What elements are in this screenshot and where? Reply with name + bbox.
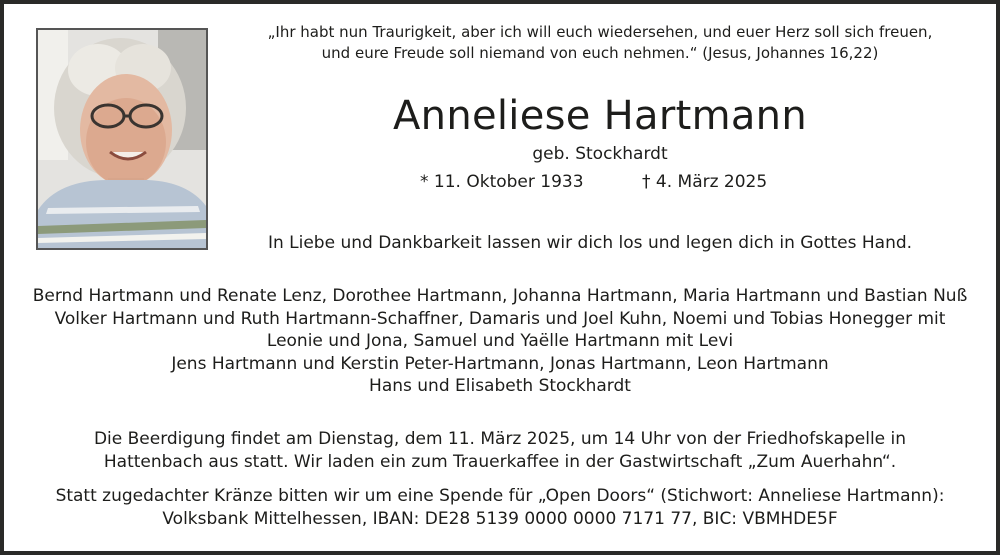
mourners-line: Jens Hartmann und Kerstin Peter-Hartmann, Jonas Hartmann, Leon Hartmann	[171, 353, 829, 374]
funeral-line: Hattenbach aus statt. Wir laden ein zum Trauerkaffee in der Gastwirtschaft „Zum Auerhahn“.	[103, 451, 897, 472]
life-dates	[420, 171, 780, 195]
donation-info	[20, 485, 980, 530]
bank-details: Volksbank Mittelhessen, IBAN: DE28 5139 0000 0000 7171 77, BIC: VBMHDE5F	[162, 508, 838, 529]
mourners-list	[20, 285, 980, 398]
deceased-name: Anneliese Hartmann	[393, 93, 807, 139]
dedication-text: In Liebe und Dankbarkeit lassen wir dich los und legen dich in Gottes Hand.	[267, 233, 913, 253]
mourners-line: Bernd Hartmann und Renate Lenz, Dorothee Hartmann, Johanna Hartmann, Maria Hartmann und Bastian Nuß	[32, 286, 968, 306]
funeral-info	[20, 428, 980, 473]
birth-name: geb. Stockhardt	[532, 144, 668, 164]
birth-date: * 11. Oktober 1933	[420, 172, 584, 192]
quote-line: „Ihr habt nun Traurigkeit, aber ich will euch wiedersehen, und euer Herz soll sich freuen,	[267, 23, 933, 41]
mourners-line: Hans und Elisabeth Stockhardt	[369, 376, 631, 397]
death-date: † 4. März 2025	[642, 172, 768, 192]
mourners-line: Leonie und Jona, Samuel und Yaëlle Hartmann mit Levi	[266, 331, 734, 352]
bible-quote	[230, 22, 970, 64]
funeral-line: Die Beerdigung findet am Dienstag, dem 11. März 2025, um 14 Uhr von der Friedhofskapelle in	[93, 429, 907, 449]
portrait-photo	[36, 28, 208, 250]
donation-line: Statt zugedachter Kränze bitten wir um eine Spende für „Open Doors“ (Stichwort: Anneliese Hartmann):	[55, 486, 945, 506]
quote-line: und eure Freude soll niemand von euch nehmen.“ (Jesus, Johannes 16,22)	[321, 44, 879, 62]
mourners-line: Volker Hartmann und Ruth Hartmann-Schaffner, Damaris und Joel Kuhn, Noemi und Tobias Honegger mit	[54, 308, 946, 329]
